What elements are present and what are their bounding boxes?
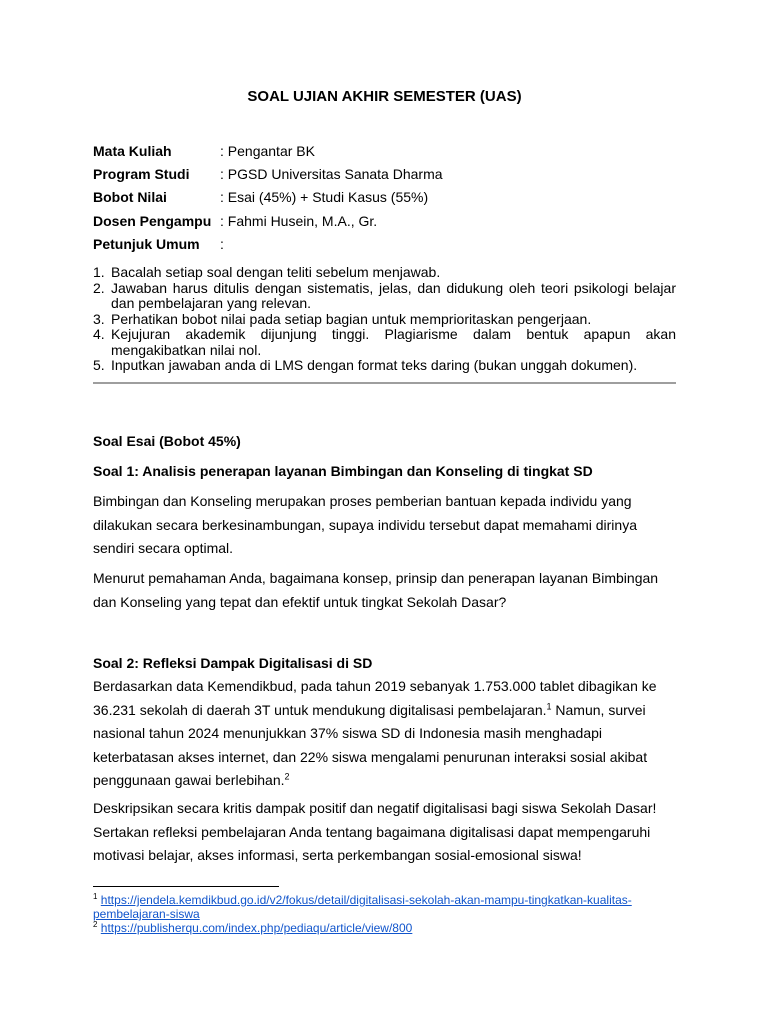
course-info-value: : xyxy=(220,235,224,252)
instruction-item xyxy=(93,281,676,312)
instruction-number: 5. xyxy=(93,357,105,373)
instruction-number: 1. xyxy=(93,264,105,280)
footnote-link[interactable]: https://jendela.kemdikbud.go.id/v2/fokus/detail/digitalisasi-sekolah-akan-mampu-tingkatkan-kualitas-pembelajaran-siswa xyxy=(93,893,632,921)
footnote-divider xyxy=(93,886,279,887)
question-2-context xyxy=(93,675,676,793)
question-2-context-text: Berdasarkan data Kemendikbud, pada tahun 2019 sebanyak 1.753.000 tablet dibagikan ke 36.231 sekolah di daerah 3T untuk mendukung digitalisasi pembelajaran. xyxy=(93,678,657,718)
instruction-text: Perhatikan bobot nilai pada setiap bagian untuk memprioritaskan pengerjaan. xyxy=(111,310,592,327)
course-info-row xyxy=(93,211,676,234)
question-2-heading: Soal 2: Refleksi Dampak Digitalisasi di SD xyxy=(93,655,373,671)
section-divider xyxy=(93,382,676,384)
general-instructions xyxy=(93,265,676,374)
instruction-number: 3. xyxy=(93,310,105,327)
footnote-link[interactable]: https://publisherqu.com/index.php/pediaqu/article/view/800 xyxy=(100,921,413,935)
footnote-ref-2[interactable]: 2 xyxy=(284,771,290,782)
footnotes xyxy=(93,893,676,935)
course-info-value: : Fahmi Husein, M.A., Gr. xyxy=(220,212,378,229)
footnote-number: 2 xyxy=(93,920,98,929)
instruction-item xyxy=(93,327,676,358)
course-info-row xyxy=(93,187,676,210)
footnote-number: 1 xyxy=(93,892,98,901)
course-info-row xyxy=(93,141,676,164)
instruction-number: 4. xyxy=(93,326,105,342)
document-title: SOAL UJIAN AKHIR SEMESTER (UAS) xyxy=(247,88,522,105)
course-info-row xyxy=(93,164,676,187)
question-1-context: Bimbingan dan Konseling merupakan proses pemberian bantuan kepada individu yang dilakukan secara berkesinambungan, supaya individu tersebut dapat memahami dirinya sendiri secara optimal. xyxy=(93,493,637,556)
instruction-text: Jawaban harus ditulis dengan sistematis, jelas, dan didukung oleh teori psikologi belajar dan pembelajaran yang relevan. xyxy=(111,279,676,311)
instruction-text: Bacalah setiap soal dengan teliti sebelum menjawab. xyxy=(111,264,441,280)
question-2-prompt: Deskripsikan secara kritis dampak positif dan negatif digitalisasi bagi siswa Sekolah Dasar! Sertakan refleksi pembelajaran Anda tentang bagaimana digitalisasi dapat mempengaruhi motivasi belajar, akses informasi, serta perkembangan sosial-emosional siswa! xyxy=(93,800,657,863)
essay-section-heading: Soal Esai (Bobot 45%) xyxy=(93,433,241,449)
instruction-text: Kejujuran akademik dijunjung tinggi. Plagiarisme dalam bentuk apapun akan mengakibatkan nilai nol. xyxy=(111,326,676,358)
instruction-text: Inputkan jawaban anda di LMS dengan format teks daring (bukan unggah dokumen). xyxy=(111,357,638,373)
question-2-context-text: Namun, survei nasional tahun 2024 menunjukkan 37% siswa SD di Indonesia masih menghadapi keterbatasan akses internet, dan 22% siswa mengalami penurunan interaksi sosial akibat penggunaan gawai berlebihan. xyxy=(93,701,648,788)
instruction-item xyxy=(93,358,676,374)
course-info-row xyxy=(93,234,676,257)
course-info-label: Dosen Pengampu xyxy=(93,212,212,229)
course-info-value: : PGSD Universitas Sanata Dharma xyxy=(220,166,443,183)
course-info-value: : Esai (45%) + Studi Kasus (55%) xyxy=(220,189,429,206)
course-info-label: Petunjuk Umum xyxy=(93,235,200,252)
question-1-prompt: Menurut pemahaman Anda, bagaimana konsep, prinsip dan penerapan layanan Bimbingan dan Konseling yang tepat dan efektif untuk tingkat Sekolah Dasar? xyxy=(93,570,659,610)
footnote-ref-1[interactable]: 1 xyxy=(546,700,552,711)
footnote-item xyxy=(93,893,676,921)
question-1-heading: Soal 1: Analisis penerapan layanan Bimbingan dan Konseling di tingkat SD xyxy=(93,463,593,479)
instruction-item xyxy=(93,265,676,281)
course-info-label: Bobot Nilai xyxy=(93,189,167,206)
course-info-label: Program Studi xyxy=(93,166,190,183)
course-info-value: : Pengantar BK xyxy=(220,143,315,159)
course-info xyxy=(93,141,676,257)
course-info-label: Mata Kuliah xyxy=(93,143,172,159)
instruction-number: 2. xyxy=(93,279,105,296)
footnote-item xyxy=(93,921,676,935)
instruction-item xyxy=(93,312,676,328)
